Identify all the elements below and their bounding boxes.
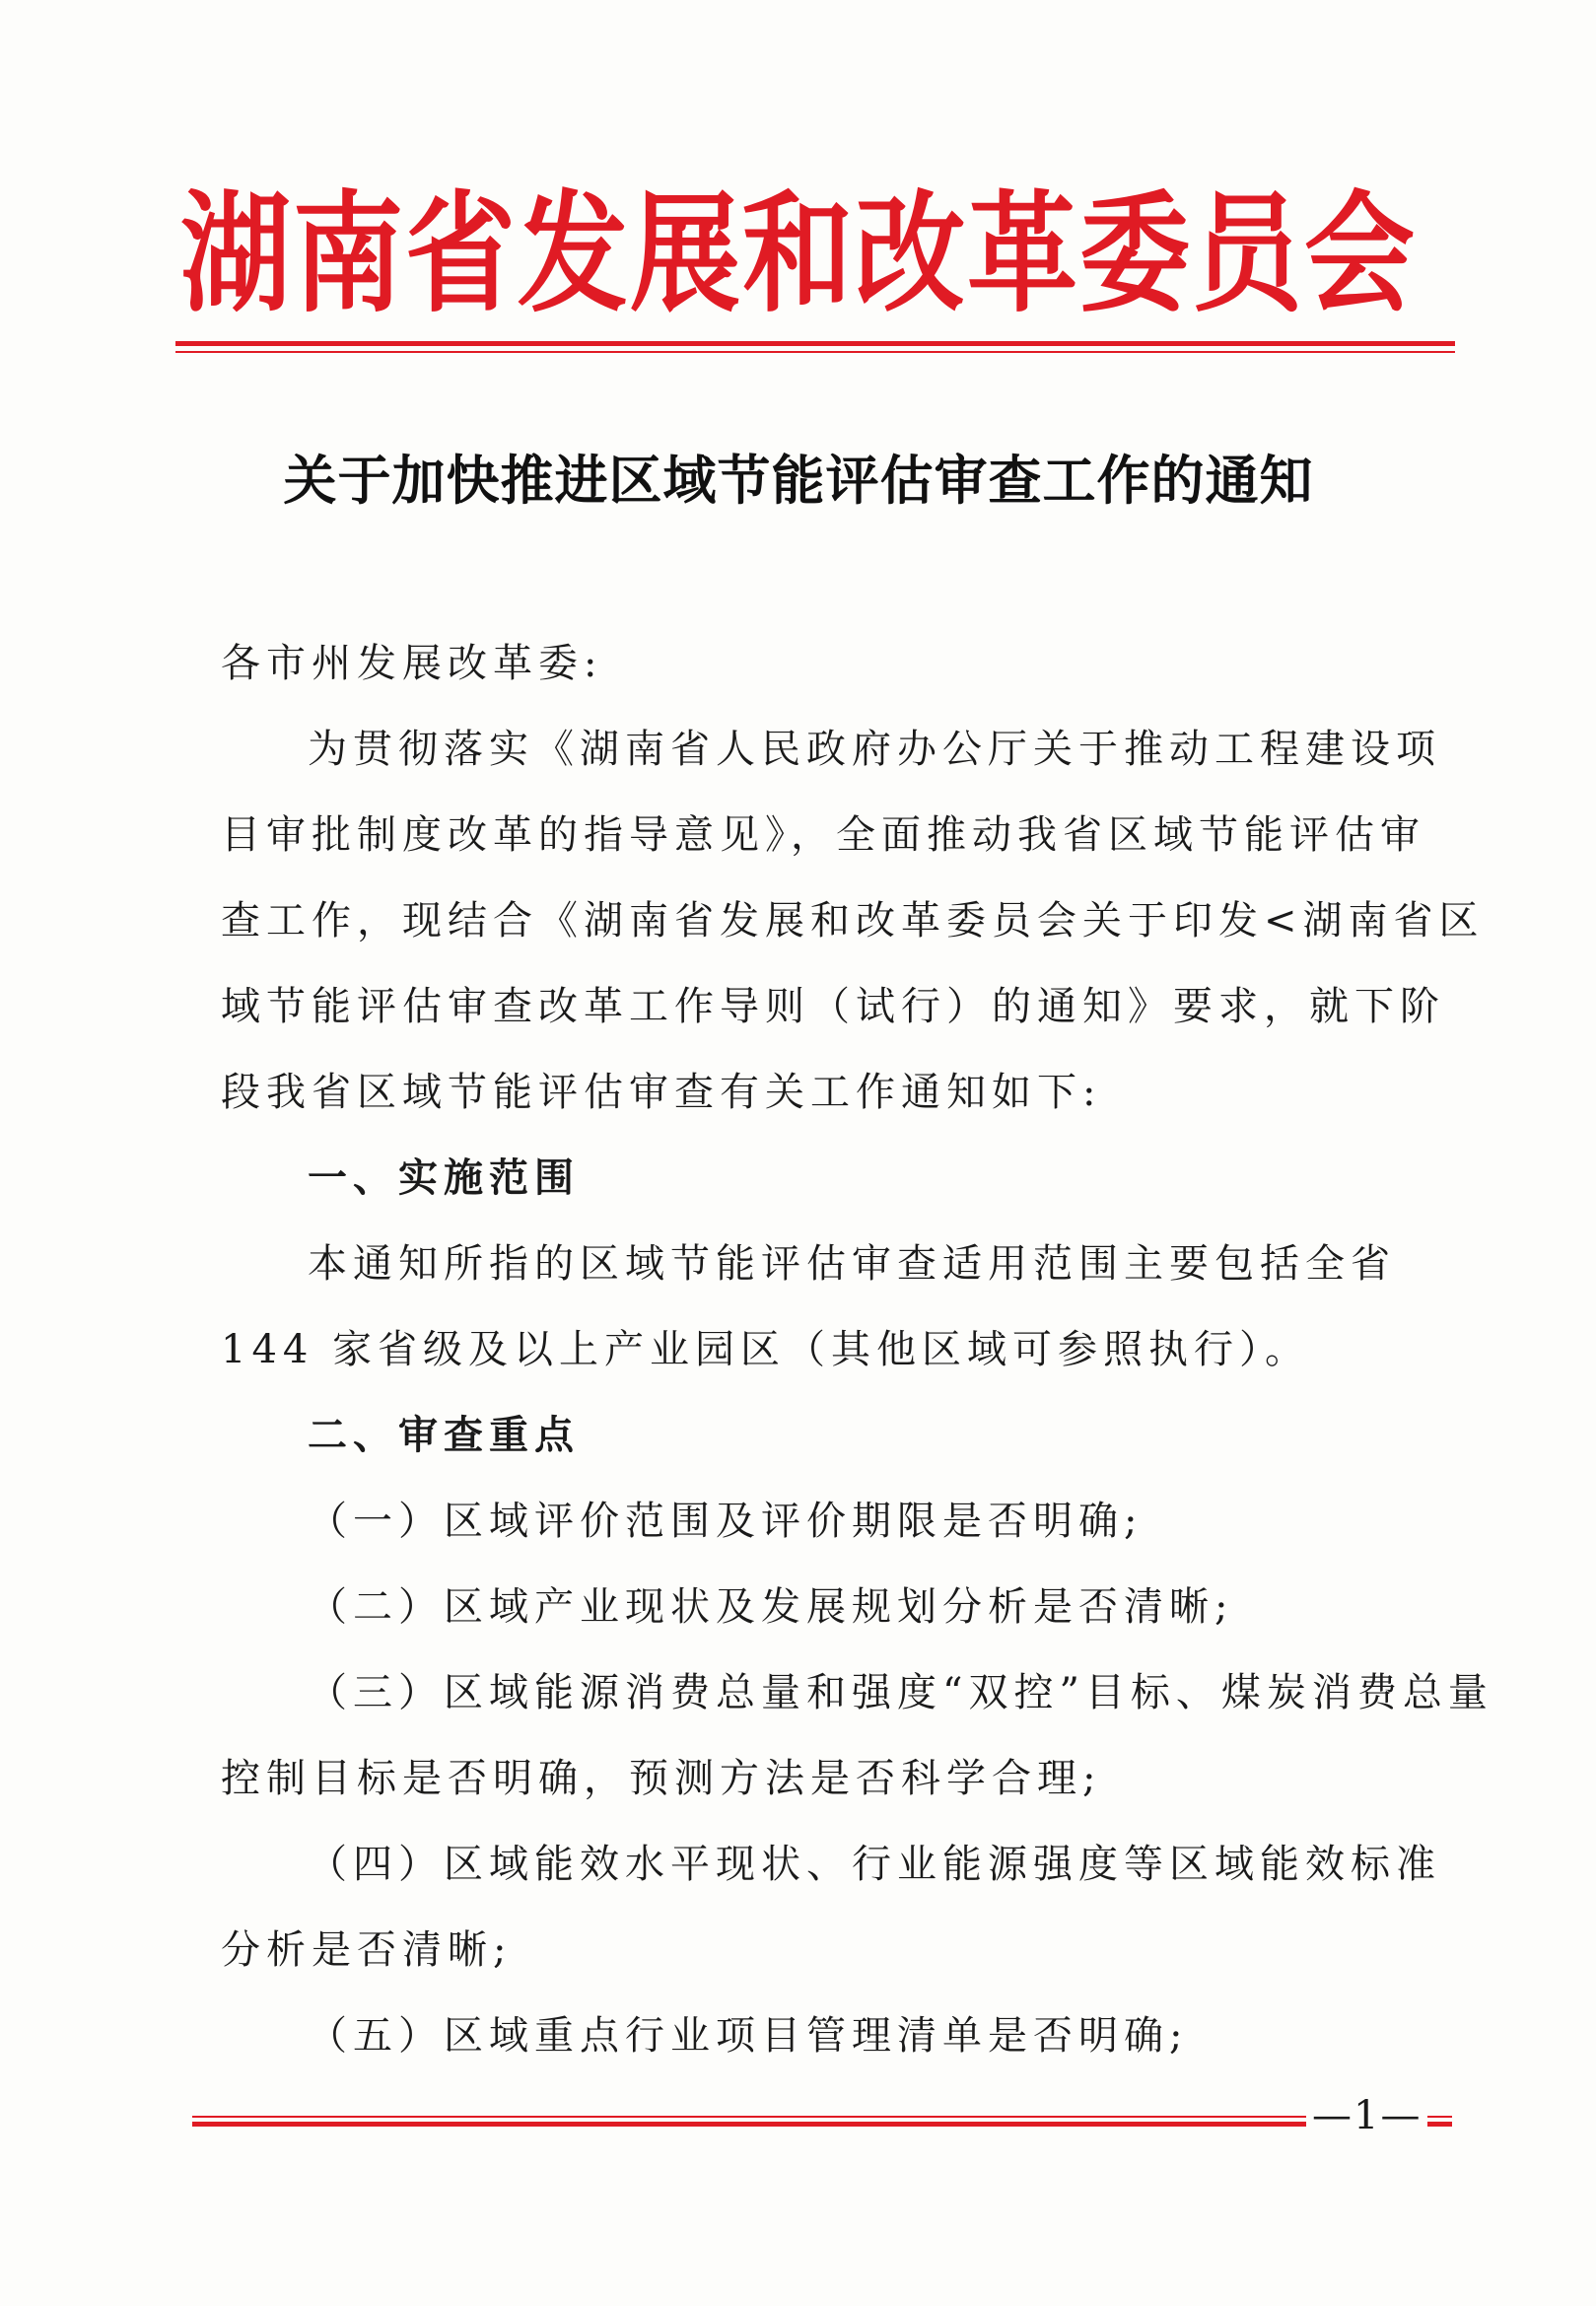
review-item-3-continued: 控制目标是否明确，预测方法是否科学合理;	[221, 1756, 1102, 1801]
review-item-4-continued: 分析是否清晰;	[221, 1927, 513, 1973]
footer-rule-thick	[192, 2122, 1452, 2127]
review-item-4: （四）区域能效水平现状、行业能源强度等区域能效标准	[308, 1842, 1441, 1887]
salutation: 各市州发展改革委:	[221, 641, 603, 686]
scope-line: 144 家省级及以上产业园区（其他区域可参照执行）。	[221, 1327, 1311, 1372]
page-number: —1—	[1306, 2088, 1427, 2143]
intro-line: 目审批制度改革的指导意见》，全面推动我省区域节能评估审	[221, 812, 1425, 858]
intro-line: 段我省区域节能评估审查有关工作通知如下:	[221, 1070, 1102, 1115]
intro-line: 查工作，现结合《湖南省发展和改革委员会关于印发<湖南省区	[221, 898, 1485, 943]
review-item-5: （五）区域重点行业项目管理清单是否明确;	[308, 2013, 1189, 2059]
section-heading-scope: 一、实施范围	[308, 1155, 580, 1201]
letterhead-rule-thin	[175, 351, 1455, 353]
letterhead-rule-thick	[175, 341, 1455, 346]
review-item-2: （二）区域产业现状及发展规划分析是否清晰;	[308, 1584, 1234, 1630]
intro-line: 域节能评估审查改革工作导则（试行）的通知》要求，就下阶	[221, 984, 1445, 1029]
scope-line: 本通知所指的区域节能评估审查适用范围主要包括全省	[308, 1241, 1396, 1287]
intro-line: 为贯彻落实《湖南省人民政府办公厅关于推动工程建设项	[308, 727, 1441, 772]
review-item-3: （三）区域能源消费总量和强度“双控”目标、煤炭消费总量	[308, 1670, 1493, 1715]
document-title: 关于加快推进区域节能评估审查工作的通知	[283, 450, 1314, 512]
letterhead-organization: 湖南省发展和改革委员会	[180, 178, 1417, 331]
footer-rule-thin	[192, 2116, 1452, 2118]
review-item-1: （一）区域评价范围及评价期限是否明确;	[308, 1499, 1144, 1544]
document-body	[221, 621, 1493, 2079]
section-heading-review-focus: 二、审查重点	[308, 1413, 580, 1458]
